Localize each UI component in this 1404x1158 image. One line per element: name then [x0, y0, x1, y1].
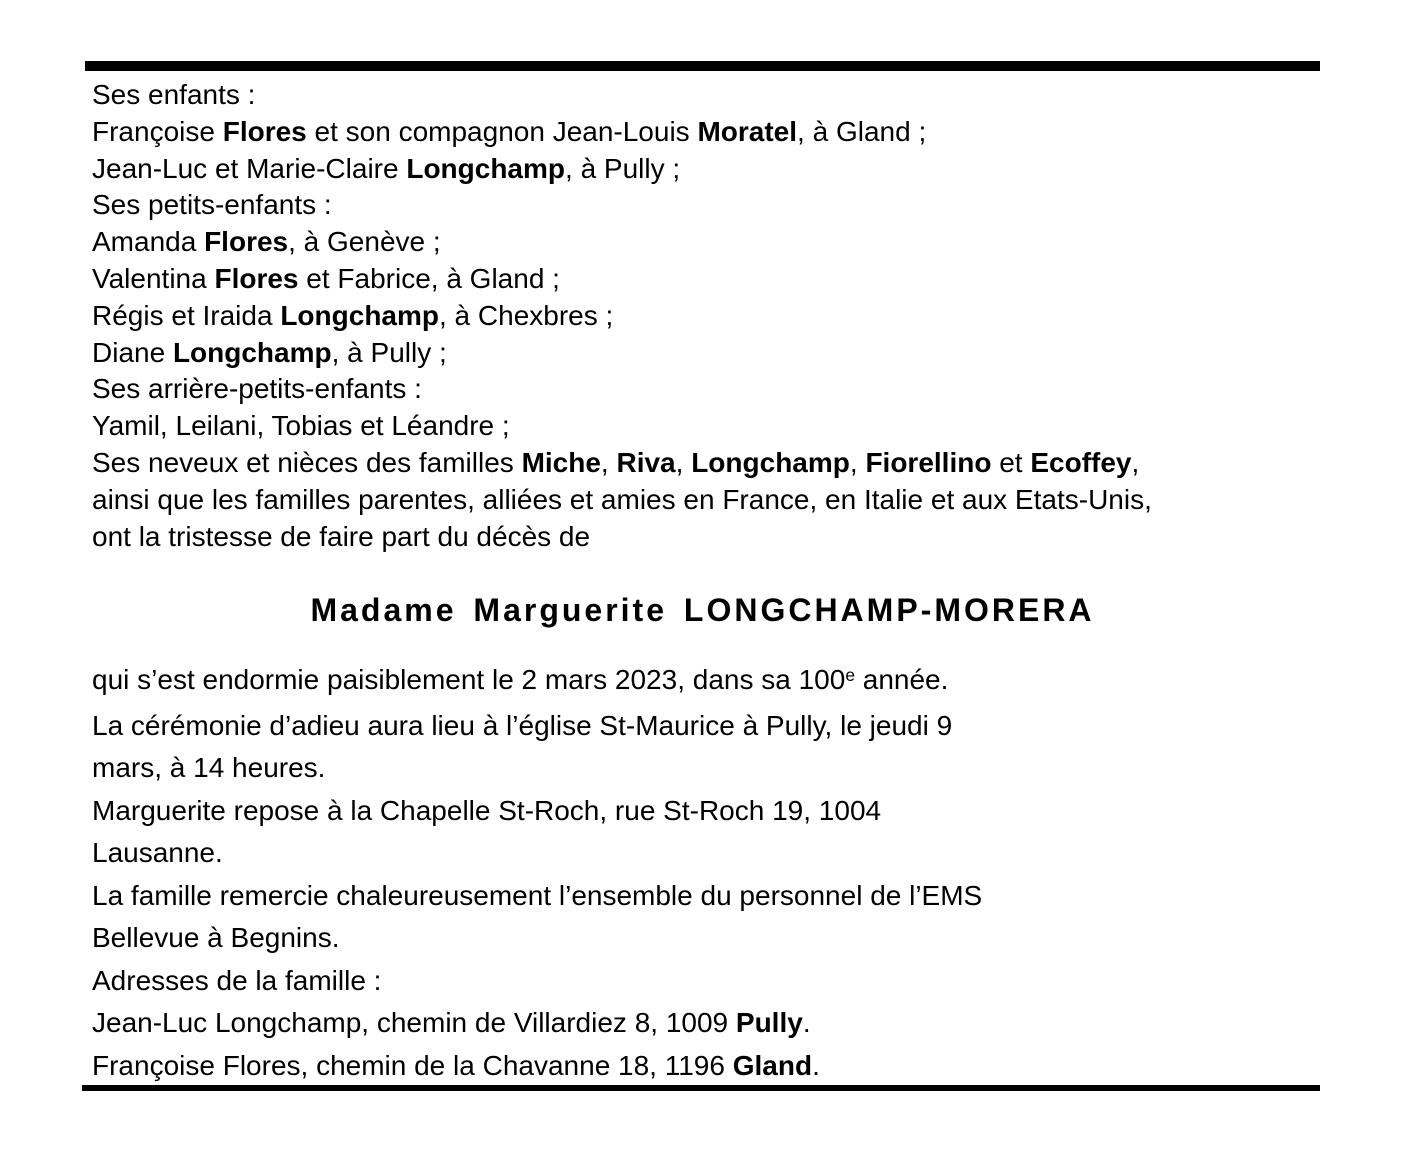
- text-segment: ,: [1131, 446, 1140, 478]
- text-segment: Moratel: [697, 115, 798, 147]
- text-segment: Gland: [732, 1049, 813, 1081]
- text-segment: Flores: [222, 115, 307, 147]
- text-line: [92, 747, 1342, 790]
- text-line: [92, 187, 1342, 224]
- text-line: [92, 832, 1342, 875]
- text-line: [92, 1002, 1342, 1045]
- text-segment: Riva: [616, 446, 676, 478]
- text-segment: Longchamp: [691, 446, 850, 478]
- text-segment: Yamil, Leilani, Tobias et Léandre ;: [92, 410, 510, 442]
- text-segment: Adresses de la famille :: [92, 964, 382, 996]
- text-segment: Régis et Iraida: [92, 299, 281, 331]
- deceased-name-heading: Madame Marguerite LONGCHAMP-MORERA: [310, 592, 1095, 628]
- text-line: [92, 114, 1342, 151]
- text-segment: Ses enfants :: [92, 79, 256, 110]
- text-line: [92, 224, 1342, 261]
- text-segment: e: [845, 664, 855, 685]
- text-segment: Françoise Flores, chemin de la Chavanne 18, 1196: [92, 1049, 733, 1081]
- text-line: [92, 659, 1342, 705]
- text-segment: Ecoffey: [1030, 446, 1132, 478]
- text-segment: , à Pully ;: [565, 152, 681, 184]
- text-line: [92, 77, 1342, 114]
- text-line: [92, 705, 1342, 748]
- bottom-rule: [82, 1085, 1320, 1091]
- text-segment: La famille remercie chaleureusement l’ensemble du personnel de l’EMS: [92, 879, 983, 911]
- text-line: [92, 261, 1342, 298]
- text-segment: et son compagnon Jean-Louis: [306, 115, 698, 147]
- text-segment: La cérémonie d’adieu aura lieu à l’église St-Maurice à Pully, le jeudi 9: [92, 709, 953, 741]
- text-segment: Ses neveux et nièces des familles: [92, 446, 522, 478]
- text-segment: Longchamp: [172, 336, 332, 368]
- text-segment: Longchamp: [406, 152, 566, 184]
- text-line: [92, 519, 1342, 556]
- text-segment: Bellevue à Begnins.: [92, 922, 340, 953]
- text-segment: Pully: [735, 1007, 803, 1038]
- text-segment: ,: [675, 446, 692, 478]
- text-line: [92, 371, 1342, 408]
- text-segment: et: [991, 446, 1031, 478]
- text-line: [92, 408, 1342, 445]
- text-line: [92, 875, 1342, 918]
- text-segment: Jean-Luc Longchamp, chemin de Villardiez 8, 1009: [92, 1007, 736, 1038]
- text-segment: Flores: [214, 262, 299, 294]
- text-segment: Jean-Luc et Marie-Claire: [92, 152, 407, 184]
- text-segment: Françoise: [92, 115, 223, 147]
- family-section: [92, 77, 1342, 555]
- text-segment: Diane: [92, 336, 173, 368]
- text-segment: Marguerite repose à la Chapelle St-Roch, rue St-Roch 19, 1004: [92, 794, 882, 826]
- text-segment: , à Chexbres ;: [439, 299, 614, 331]
- text-line: [92, 960, 1342, 1003]
- text-segment: Miche: [521, 446, 601, 478]
- text-segment: Flores: [204, 226, 289, 258]
- text-segment: et Fabrice, à Gland ;: [298, 262, 560, 294]
- text-line: [92, 445, 1342, 482]
- text-line: [92, 1045, 1342, 1088]
- text-line: [92, 151, 1342, 188]
- top-rule: [85, 61, 1320, 71]
- text-segment: , à Gland ;: [797, 115, 927, 147]
- text-segment: ont la tristesse de faire part du décès de: [92, 520, 591, 552]
- text-line: [92, 298, 1342, 335]
- text-segment: Fiorellino: [865, 446, 992, 478]
- text-segment: Longchamp: [280, 299, 439, 331]
- text-segment: Lausanne.: [92, 837, 223, 868]
- text-line: [92, 482, 1342, 519]
- text-line: [92, 335, 1342, 372]
- text-segment: Ses petits-enfants :: [92, 189, 332, 221]
- details-section: [92, 659, 1342, 1087]
- text-segment: , à Genève ;: [288, 226, 441, 258]
- text-segment: ,: [849, 446, 866, 478]
- text-segment: ,: [600, 446, 617, 478]
- text-segment: , à Pully ;: [331, 336, 447, 368]
- text-segment: ainsi que les familles parentes, alliées et amies en France, en Italie et aux Etats-Unis,: [92, 483, 1152, 515]
- text-segment: Ses arrière-petits-enfants :: [92, 373, 422, 405]
- text-segment: qui s’est endormie paisiblement le 2 mars 2023, dans sa 100: [92, 664, 846, 695]
- text-segment: année.: [854, 664, 949, 695]
- text-line: [92, 790, 1342, 833]
- text-line: [92, 917, 1342, 960]
- text-segment: Amanda: [92, 226, 205, 258]
- text-segment: .: [802, 1007, 811, 1038]
- text-segment: mars, à 14 heures.: [92, 752, 326, 783]
- text-segment: Valentina: [92, 262, 215, 294]
- text-segment: .: [812, 1049, 820, 1081]
